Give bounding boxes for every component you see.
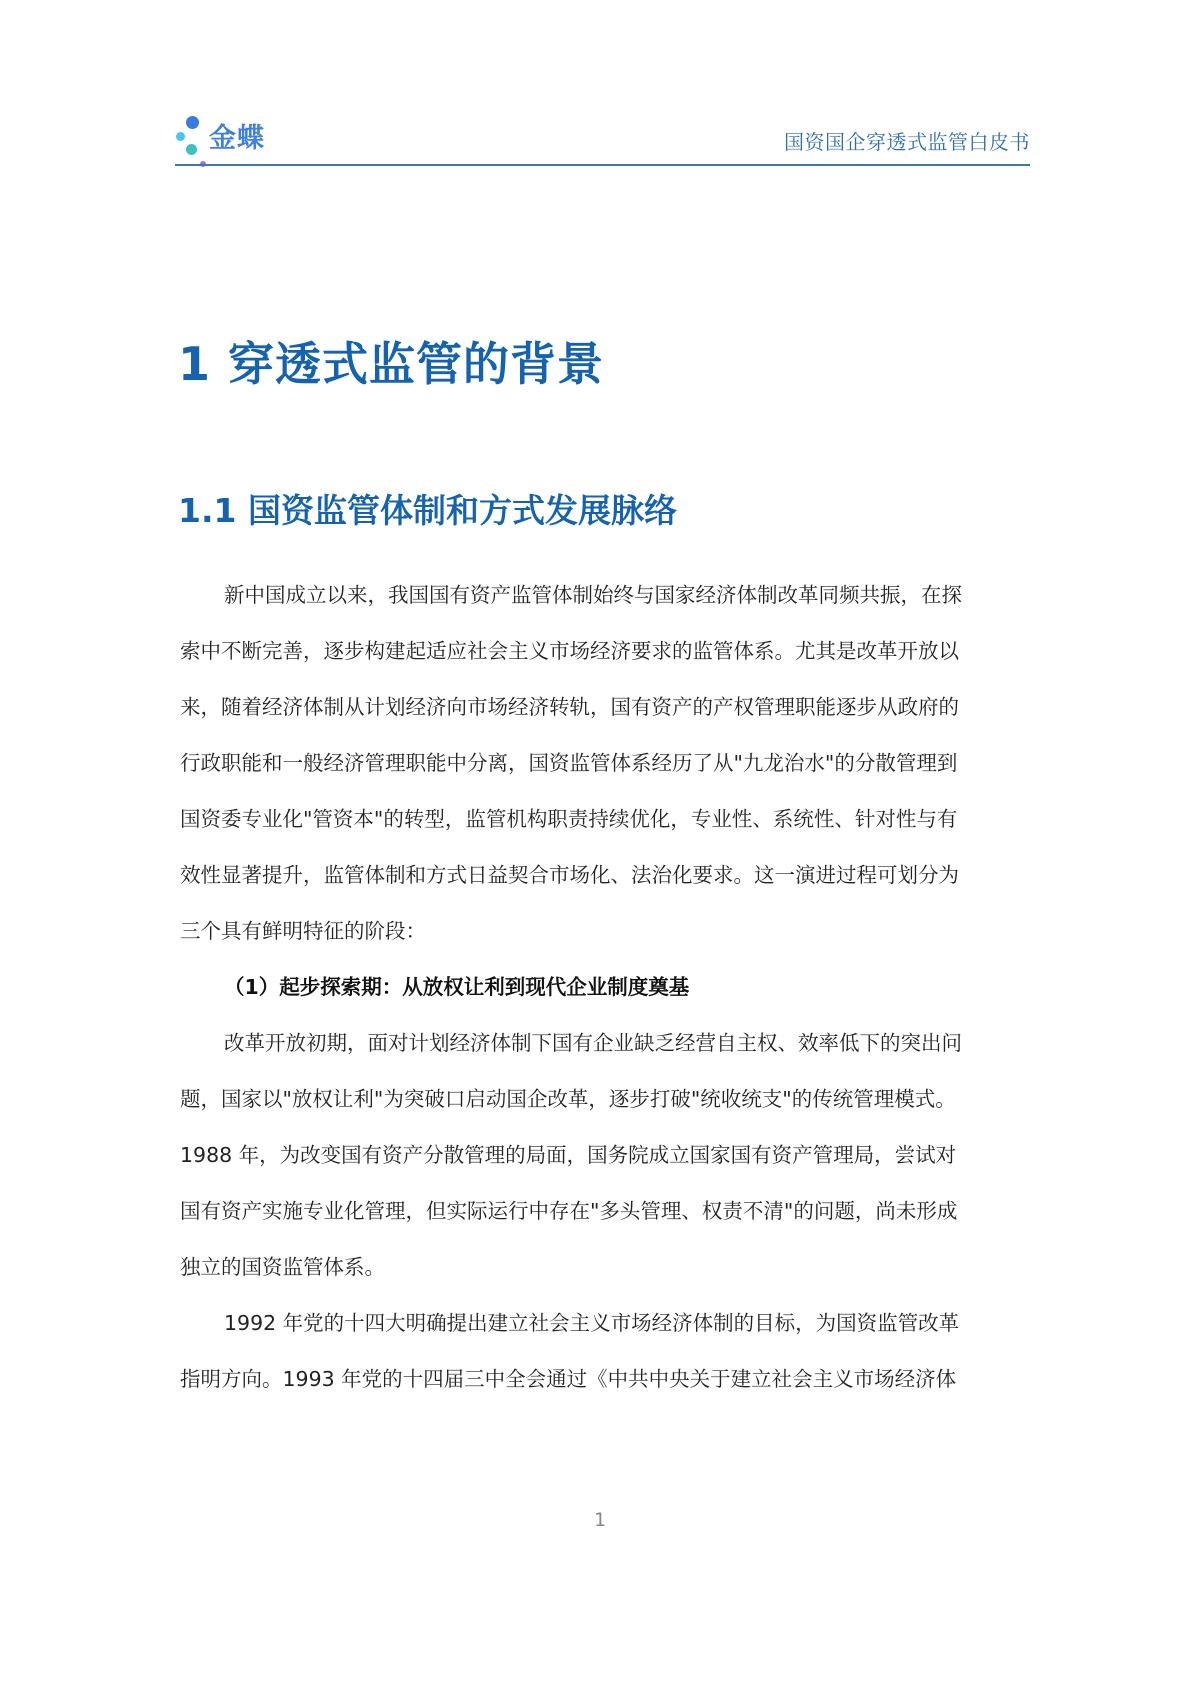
paragraph-line: 来，随着经济体制从计划经济向市场经济转轨，国有资产的产权管理职能逐步从政府的 bbox=[180, 695, 959, 719]
paragraph-line: 1988 年，为改变国有资产分散管理的局面，国务院成立国家国有资产管理局，尝试对 bbox=[180, 1143, 957, 1167]
paragraph-line: 三个具有鲜明特征的阶段： bbox=[180, 919, 426, 943]
section-heading: 1.1 国资监管体制和方式发展脉络 bbox=[178, 491, 677, 530]
logo-dot-teal-icon bbox=[186, 144, 197, 155]
header-divider bbox=[175, 164, 1030, 166]
paragraph-line: 改革开放初期，面对计划经济体制下国有企业缺乏经营自主权、效率低下的突出问 bbox=[224, 1031, 962, 1055]
paragraph-line: 独立的国资监管体系。 bbox=[180, 1255, 385, 1279]
paragraph-line: 指明方向。1993 年党的十四届三中全会通过《中共中央关于建立社会主义市场经济体 bbox=[180, 1367, 957, 1391]
kingdee-logo bbox=[175, 108, 285, 164]
subsection-heading: （1）起步探索期：从放权让利到现代企业制度奠基 bbox=[224, 975, 690, 999]
paragraph-line: 行政职能和一般经济管理职能中分离，国资监管体系经历了从"九龙治水"的分散管理到 bbox=[180, 751, 958, 775]
logo-dot-light-blue-icon bbox=[176, 132, 185, 141]
page-header bbox=[175, 100, 1030, 166]
paragraph-line: 国有资产实施专业化管理，但实际运行中存在"多头管理、权责不清"的问题，尚未形成 bbox=[180, 1199, 958, 1223]
chapter-heading: 1 穿透式监管的背景 bbox=[178, 337, 605, 391]
paragraph-line: 国资委专业化"管资本"的转型，监管机构职责持续优化，专业性、系统性、针对性与有 bbox=[180, 807, 958, 831]
paragraph-line: 索中不断完善，逐步构建起适应社会主义市场经济要求的监管体系。尤其是改革开放以 bbox=[180, 639, 959, 663]
paragraph-line: 题，国家以"放权让利"为突破口启动国企改革，逐步打破"统收统支"的传统管理模式。 bbox=[180, 1087, 956, 1111]
paragraph-line: 新中国成立以来，我国国有资产监管体制始终与国家经济体制改革同频共振，在探 bbox=[224, 583, 962, 607]
logo-text: 金蝶 bbox=[209, 123, 265, 154]
paragraph-line: 1992 年党的十四大明确提出建立社会主义市场经济体制的目标，为国资监管改革 bbox=[224, 1311, 960, 1335]
paragraph-line: 效性显著提升，监管体制和方式日益契合市场化、法治化要求。这一演进过程可划分为 bbox=[180, 863, 959, 887]
document-title: 国资国企穿透式监管白皮书 bbox=[784, 130, 1030, 154]
page-number: 1 bbox=[593, 1509, 607, 1531]
logo-dot-blue-icon bbox=[186, 116, 199, 129]
